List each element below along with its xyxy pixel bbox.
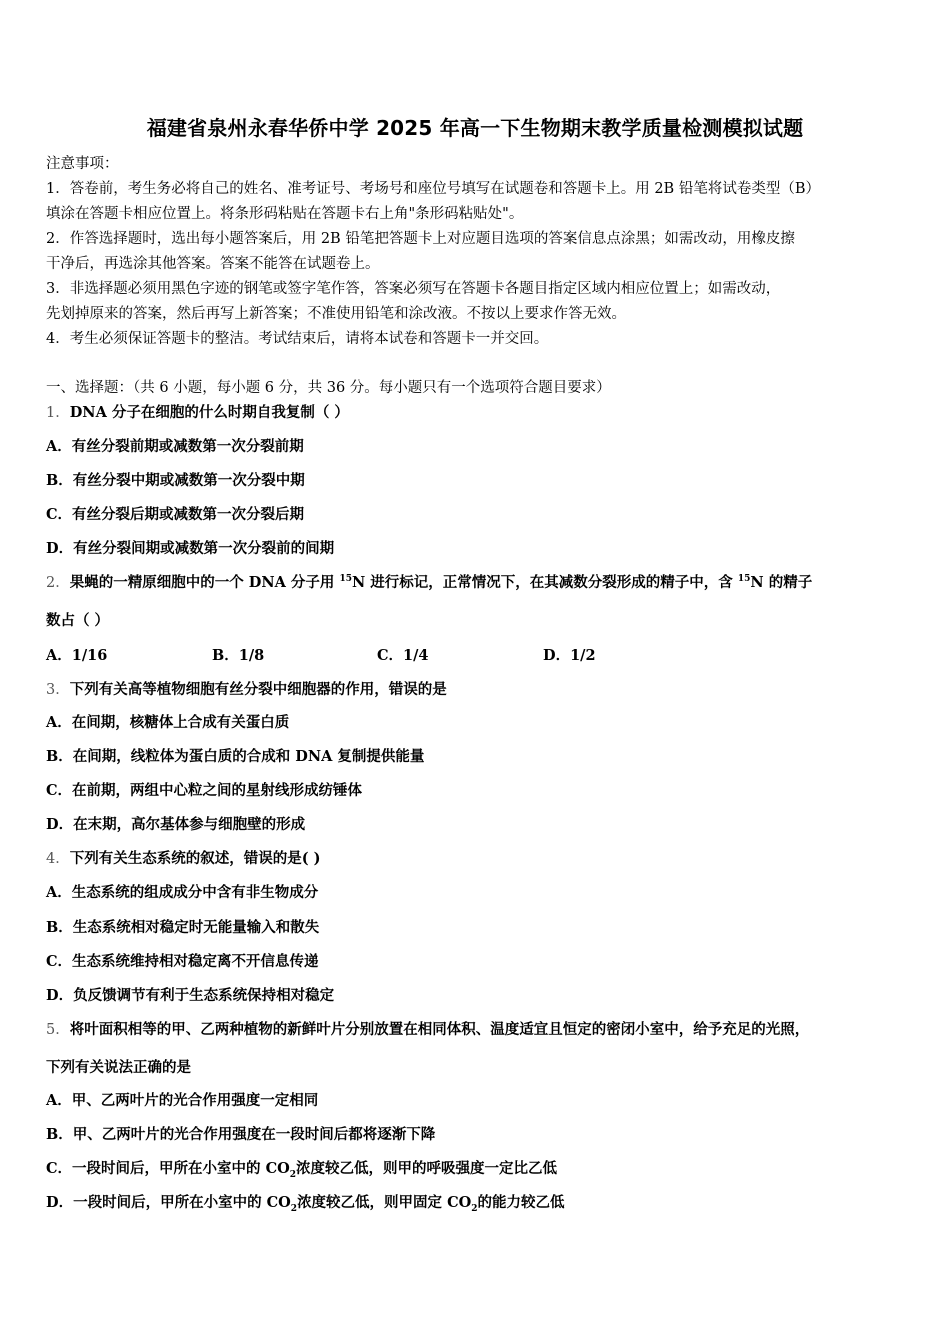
superscript: 15 <box>737 574 751 585</box>
q4-option-d: D．负反馈调节有利于生态系统保持相对稳定 <box>46 987 335 1004</box>
notice-line-3: 2．作答选择题时，选出每小题答案后，用 2B 铅笔把答题卡上对应题目选项的答案信息点涂黑；如需改动，用橡皮擦 <box>46 231 795 247</box>
question-number: 3． <box>46 682 70 698</box>
q2-option-c: C．1/4 <box>377 647 429 664</box>
q4-option-b: B．生态系统相对稳定时无能量输入和散失 <box>46 919 320 936</box>
superscript: 15 <box>339 574 352 585</box>
option-text: 浓度较乙低，则甲的呼吸强度一定比乙低 <box>296 1160 558 1177</box>
q1-option-a: A．有丝分裂前期或减数第一次分裂前期 <box>46 438 304 455</box>
q2-option-a: A．1/16 <box>46 647 108 664</box>
option-text: 的能力较乙低 <box>477 1194 565 1211</box>
subscript: 2 <box>471 1203 478 1214</box>
page-title: 福建省泉州永春华侨中学 2025 年高一下生物期末教学质量检测模拟试题 <box>146 116 804 140</box>
question-3 <box>46 678 447 699</box>
q2-option-d: D．1/2 <box>543 647 596 664</box>
q5-option-a: A．甲、乙两叶片的光合作用强度一定相同 <box>46 1092 319 1109</box>
question-text: N 的精子 <box>750 574 813 591</box>
q5-option-d <box>46 1191 565 1214</box>
question-text: 下列有关生态系统的叙述，错误的是( ) <box>69 850 321 867</box>
subscript: 2 <box>289 1169 297 1180</box>
subscript: 2 <box>290 1203 298 1214</box>
question-5-line-2: 下列有关说法正确的是 <box>46 1059 191 1076</box>
q4-option-c: C．生态系统维持相对稳定离不开信息传递 <box>46 953 319 970</box>
question-text: 将叶面积相等的甲、乙两种植物的新鲜叶片分别放置在相同体积、温度适宜且恒定的密闭小室中，给予充足的光照， <box>69 1021 810 1038</box>
question-number: 2． <box>46 575 70 591</box>
question-text: 果蝇的一精原细胞中的一个 DNA 分子用 <box>69 574 340 591</box>
q1-option-d: D．有丝分裂间期或减数第一次分裂前的间期 <box>46 540 335 557</box>
question-1 <box>46 401 349 422</box>
question-5 <box>46 1018 809 1039</box>
question-text: N 进行标记，正常情况下，在其减数分裂形成的精子中，含 <box>352 574 738 591</box>
q5-option-b: B．甲、乙两叶片的光合作用强度在一段时间后都将逐渐下降 <box>46 1126 436 1143</box>
question-text: DNA 分子在细胞的什么时期自我复制（ ） <box>69 404 349 421</box>
q5-option-c <box>46 1157 557 1180</box>
q1-option-b: B．有丝分裂中期或减数第一次分裂中期 <box>46 472 305 489</box>
notice-line-5: 3．非选择题必须用黑色字迹的钢笔或签字笔作答，答案必须写在答题卡各题目指定区域内相应位置上；如需改动， <box>46 281 781 297</box>
q4-option-a: A．生态系统的组成成分中含有非生物成分 <box>46 884 319 901</box>
notice-line-7: 4．考生必须保证答题卡的整洁。考试结束后，请将本试卷和答题卡一并交回。 <box>46 331 549 347</box>
question-number: 4． <box>46 851 70 867</box>
notice-line-1: 1．答卷前，考生务必将自己的姓名、准考证号、考场号和座位号填写在试题卷和答题卡上。用 2B 铅笔将试卷类型（B） <box>46 181 820 197</box>
notice-heading: 注意事项： <box>46 156 119 172</box>
q2-option-b: B．1/8 <box>212 647 265 664</box>
q3-option-b: B．在间期，线粒体为蛋白质的合成和 DNA 复制提供能量 <box>46 748 425 765</box>
notice-line-4: 干净后，再选涂其他答案。答案不能答在试题卷上。 <box>46 256 380 272</box>
option-text: D．一段时间后，甲所在小室中的 CO <box>46 1194 291 1211</box>
question-4 <box>46 847 321 868</box>
question-number: 1． <box>46 405 70 421</box>
question-2 <box>46 571 812 592</box>
q1-option-c: C．有丝分裂后期或减数第一次分裂后期 <box>46 506 305 523</box>
q3-option-a: A．在间期，核糖体上合成有关蛋白质 <box>46 714 290 731</box>
section-heading: 一、选择题：（共 6 小题，每小题 6 分，共 36 分。每小题只有一个选项符合题目要求） <box>46 380 611 396</box>
question-2-line-2: 数占（ ） <box>46 612 110 629</box>
notice-line-2: 填涂在答题卡相应位置上。将条形码粘贴在答题卡右上角"条形码粘贴处"。 <box>46 206 524 222</box>
option-text: C．一段时间后，甲所在小室中的 CO <box>46 1160 290 1177</box>
q3-option-d: D．在末期，高尔基体参与细胞壁的形成 <box>46 816 306 833</box>
option-text: 浓度较乙低，则甲固定 CO <box>297 1194 472 1211</box>
question-text: 下列有关高等植物细胞有丝分裂中细胞器的作用，错误的是 <box>69 681 447 698</box>
question-number: 5． <box>46 1022 70 1038</box>
q3-option-c: C．在前期，两组中心粒之间的星射线形成纺锤体 <box>46 782 363 799</box>
notice-line-6: 先划掉原来的答案，然后再写上新答案；不准使用铅笔和涂改液。不按以上要求作答无效。 <box>46 306 626 322</box>
